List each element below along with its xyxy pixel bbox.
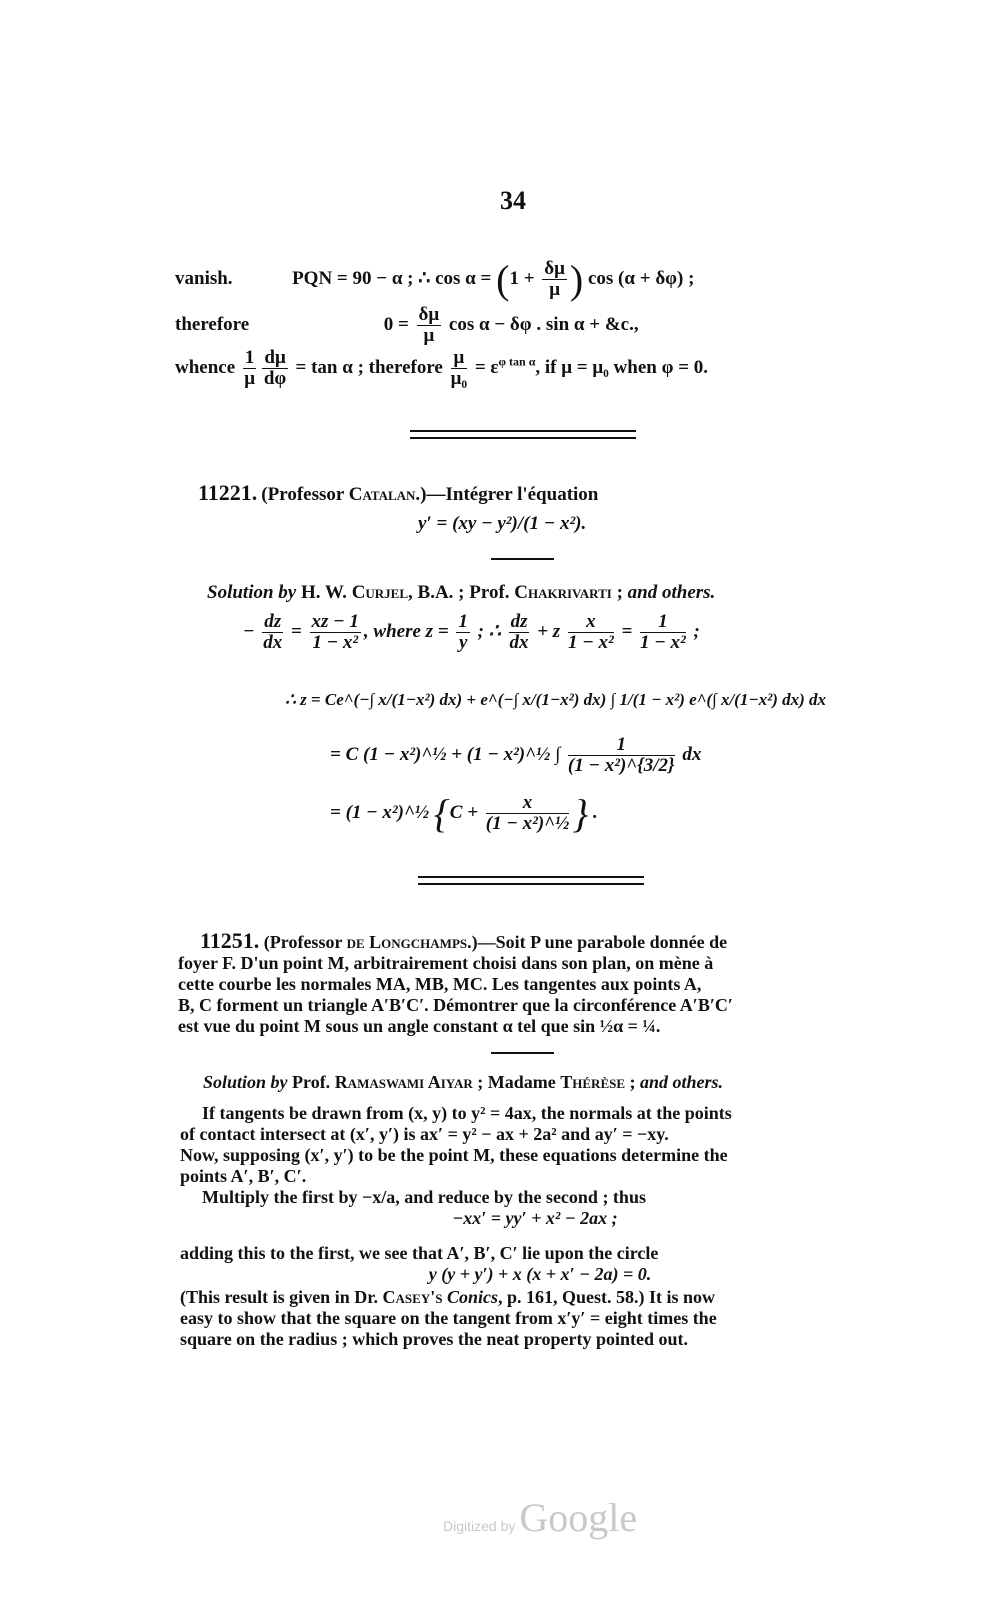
therefore-word: therefore xyxy=(175,313,250,335)
x-over-1-minus-x2-frac: $\frac{x}{\text{1 − x²}}$ xyxy=(567,611,614,653)
intro-b: .)—Intégrer l'équation xyxy=(415,484,599,505)
separator-rule-1b xyxy=(410,437,636,439)
sol-line-2: of contact intersect at (x′, y′) is ax′ = y² − ax + 2a² and ay′ = −xy. xyxy=(180,1124,669,1144)
one-plus: 1 + xyxy=(509,267,540,289)
one-over-1-minus-x2-frac: $\frac{1}{\text{1 − x²}}$ xyxy=(640,611,686,653)
sol-line-9: square on the radius ; which proves the neat property pointed out. xyxy=(180,1329,689,1349)
delta-mu-over-mu-2: $\frac{\delta\mu}{\mu}$ xyxy=(418,304,440,346)
one-over-y-frac: $\frac{1}{y}$ xyxy=(458,611,468,653)
casey-ref: Casey's xyxy=(382,1287,443,1307)
problem-line-2: foyer F. D'un point M, arbitrairement choisi dans son plan, on mène à xyxy=(178,953,714,973)
expansion-text: cos α − δφ . sin α + &c., xyxy=(444,313,639,335)
mu-over-mu0: $\frac{\mu}{\text{μ₀}}$ xyxy=(450,347,468,389)
vanish-line: vanish. PQN = 90 − α ; ∴ cos α = (1 + $\frac{\delta\mu}{\mu}$ ) cos (α + δφ) ; xyxy=(175,257,695,302)
conics-ref: Conics xyxy=(446,1287,498,1307)
epsilon-text: = ε xyxy=(470,356,499,378)
and-others: and others. xyxy=(627,582,716,603)
zero-eq: 0 = xyxy=(383,313,414,335)
solver-ramaswami: Ramaswami Aiyar xyxy=(334,1072,473,1092)
sol-line-6: adding this to the first, we see that A′, B′, C′ lie upon the circle xyxy=(180,1243,659,1263)
solution-11251-byline: Solution by Prof. Ramaswami Aiyar ; Madame Thérèse ; and others. xyxy=(203,1072,724,1092)
one-over-mu: $\frac{1}{\mu}$ xyxy=(244,347,256,389)
dmu-over-dphi: $\frac{d\mu}{d\varphi}$ xyxy=(263,347,287,389)
author-de-longchamps: de Longchamps xyxy=(346,932,468,952)
problem-11221-equation: y′ = (xy − y²)/(1 − x²). xyxy=(418,513,587,534)
separator-rule-2a xyxy=(418,876,644,878)
problem-number-11251: 11251. xyxy=(200,928,260,953)
short-rule-1 xyxy=(491,558,554,560)
cos-text: cos (α + δφ) ; xyxy=(583,267,695,289)
solution-11251-text xyxy=(180,1103,870,1350)
page-number: 34 xyxy=(500,186,526,215)
problem-number: 11221. xyxy=(198,480,258,505)
and-others-2: and others. xyxy=(640,1072,724,1092)
solver-curjel: Curjel xyxy=(351,582,409,603)
solver-therese: Thérèse xyxy=(560,1072,626,1092)
xz-minus-one-frac: $\frac{xz - 1}{\text{1 − x²}}$ xyxy=(311,611,359,653)
tan-alpha-text: = tan α ; therefore xyxy=(290,356,448,378)
short-rule-2 xyxy=(491,1052,554,1054)
author-catalan: Catalan xyxy=(348,484,416,505)
google-watermark xyxy=(443,1494,637,1541)
solution-11221-byline: Solution by H. W. Curjel, B.A. ; Prof. Chakrivarti ; and others. xyxy=(207,582,716,603)
digitized-by-text: Digitized by xyxy=(443,1518,516,1534)
x-over-root-frac: $\frac{x}{\text{(1 − x²)\textasciicircum{}½}}$ xyxy=(485,792,570,834)
sol-line-7: (This result is given in Dr. Casey's Conics, p. 161, Quest. 58.) It is now xyxy=(180,1287,716,1307)
intro-a: (Professor xyxy=(261,484,349,505)
sol-line-5: Multiply the first by −x/a, and reduce by the second ; thus xyxy=(202,1187,646,1207)
whence-line xyxy=(175,348,708,389)
sol-line-4: points A′, B′, C′. xyxy=(180,1166,307,1186)
delta-mu-over-mu-1: $\frac{\delta\mu}{\mu}$ xyxy=(544,258,565,300)
problem-11221-header xyxy=(198,480,598,506)
solver-chakrivarti: Chakrivarti xyxy=(514,582,612,603)
sol-equation-1: −xx′ = yy′ + x² − 2ax ; xyxy=(452,1208,618,1228)
vanish-word: vanish. xyxy=(175,267,233,289)
dz-dx-frac-2: $\frac{dz}{dx}$ xyxy=(509,611,529,653)
problem-line-4: B, C forment un triangle A′B′C′. Démontrer que la circonférence A′B′C′ xyxy=(178,995,733,1015)
whence-word: whence xyxy=(175,356,236,378)
sol-equation-2: y (y + y′) + x (x + x′ − 2a) = 0. xyxy=(428,1264,652,1284)
problem-line-3: cette courbe les normales MA, MB, MC. Les tangentes aux points A, xyxy=(178,974,702,994)
exponent: φ tan α xyxy=(498,354,536,369)
equation-line-1: − $\frac{dz}{dx}$ = $\frac{xz - 1}{\text{1 − x²}}$ , where z = $\frac{1}{y}$ ; ∴ $\frac{dz}{dx}$ + z $\frac{x}{\text{1 − x²}}$ = $\frac{1}{\text{1 − x²}}$ ; xyxy=(243,611,700,653)
pqn-text: PQN = 90 − α ; ∴ cos α = xyxy=(292,267,497,289)
equation-line-2: ∴ z = Ce^(−∫ x/(1−x²) dx) + e^(−∫ x/(1−x²) dx) ∫ 1/(1 − x²) e^(∫ x/(1−x²) dx) dx xyxy=(285,690,827,709)
dz-dx-frac-1: $\frac{dz}{dx}$ xyxy=(263,611,283,653)
integral-frac: $\frac{1}{\text{(1 − x²)\textasciicircum{}\{3/2\}}}$ xyxy=(567,734,675,776)
sol-line-8: easy to show that the square on the tangent from x′y′ = eight times the xyxy=(180,1308,717,1328)
condition-text: , if μ = μ₀ when φ = 0. xyxy=(535,356,709,378)
sol-line-1: If tangents be drawn from (x, y) to y² = 4ax, the normals at the points xyxy=(202,1103,732,1123)
separator-rule-2b xyxy=(418,883,644,885)
problem-11251-text: 11251. (Professor de Longchamps.)—Soit P une parabole donnée de foyer F. D'un point M, arbitrairement choisi dans son plan, on mène à cette courbe les normales MA, MB, MC. Les tangentes aux points A, B, C forment un triangle A′B′C′. Démontrer que la circonférence A′B′C′ est vue du point M sous un angle constant α tel que sin ½α = ¼. xyxy=(178,930,868,1037)
equation-line-4: = (1 − x²)^½ {C + $\frac{x}{\text{(1 − x²)\textasciicircum{}½}}$ } . xyxy=(330,791,598,836)
solution-by-2: Solution by xyxy=(203,1072,288,1092)
google-logo: Google xyxy=(519,1495,638,1540)
therefore-line xyxy=(175,305,639,346)
solution-by: Solution by xyxy=(207,582,297,603)
problem-line-5: est vue du point M sous un angle constant α tel que sin ½α = ¼. xyxy=(178,1016,661,1036)
equation-line-3: = C (1 − x²)^½ + (1 − x²)^½ ∫ $\frac{1}{\text{(1 − x²)\textasciicircum{}\{3/2\}}}$ dx xyxy=(330,734,702,776)
separator-rule-1a xyxy=(410,430,636,432)
sol-line-3: Now, supposing (x′, y′) to be the point M, these equations determine the xyxy=(180,1145,728,1165)
